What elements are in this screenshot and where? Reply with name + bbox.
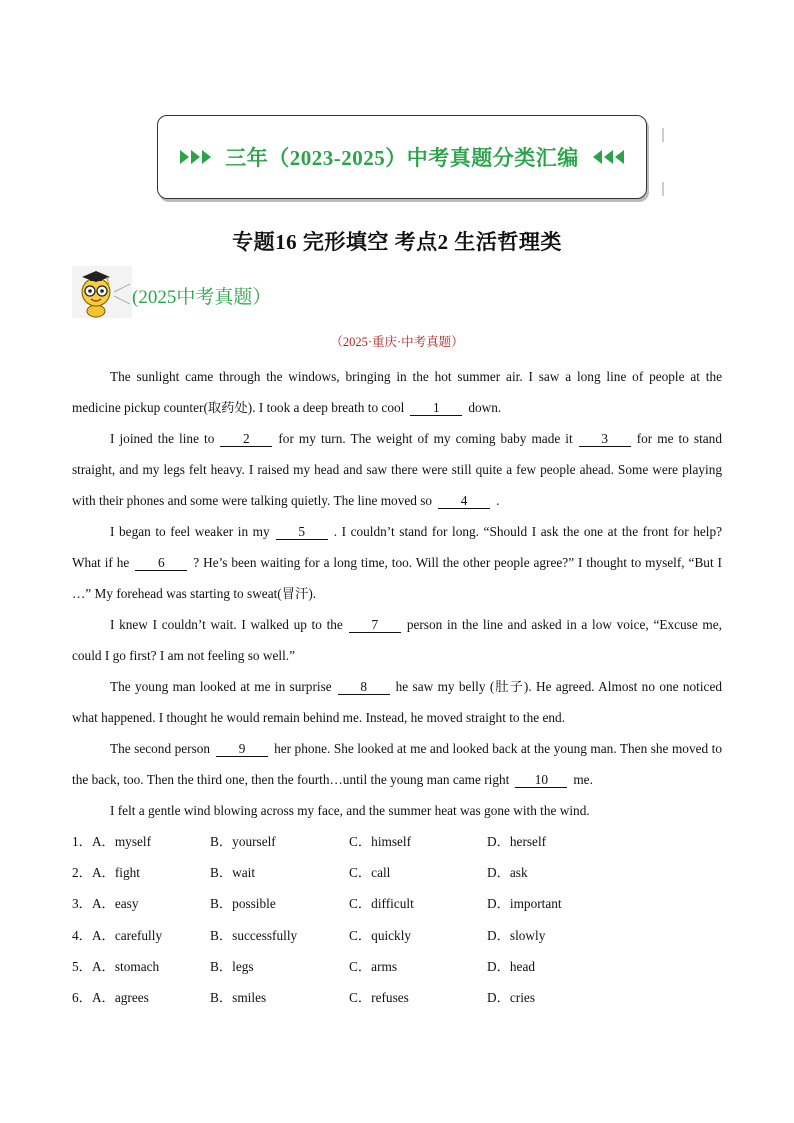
option-b: B．possible xyxy=(210,896,276,912)
option-c: C．difficult xyxy=(349,896,414,912)
option-b: B．legs xyxy=(210,958,254,974)
blank: 2 xyxy=(220,431,272,447)
option-a: 5．A．stomach xyxy=(72,958,160,974)
topic-title: 专题16 完形填空 考点2 生活哲理类 xyxy=(232,230,562,254)
option-a: 6．A．agrees xyxy=(72,989,149,1005)
option-d: D．cries xyxy=(487,989,535,1005)
paragraph: The second person 9 her phone. She looked at me and looked back at the young man. Then she moved to the back, too. Then the third one, then the fourth…until the young man came right 10 me. xyxy=(72,741,722,787)
paragraph: I joined the line to 2 for my turn. The weight of my coming baby made it 3 for me to stand straight, and my legs felt heavy. I raised my head and saw there were still quite a few people ahead. Some were playing with their phones and some were talking quietly. The line moved so 4 . xyxy=(72,431,722,508)
option-d: D．head xyxy=(487,958,535,974)
triple-left-arrow-icon xyxy=(593,150,624,164)
blank: 1 xyxy=(410,400,462,416)
option-c: C．refuses xyxy=(349,989,409,1005)
option-d: D．slowly xyxy=(487,927,546,943)
option-d: D．ask xyxy=(487,865,528,881)
graduate-bee-mascot-icon xyxy=(72,266,132,318)
banner-title: 三年（2023-2025）中考真题分类汇编 xyxy=(225,146,579,170)
title-banner xyxy=(157,115,647,199)
option-c: C．call xyxy=(349,865,391,881)
option-c: C．quickly xyxy=(349,927,412,943)
paragraph: The sunlight came through the windows, bringing in the hot summer air. I saw a long line of people at the medicine pickup counter(取药处). I took a deep breath to cool 1 down. xyxy=(72,369,722,415)
blank: 8 xyxy=(338,679,390,695)
option-a: 3．A．easy xyxy=(72,896,139,912)
paragraph: I knew I couldn’t wait. I walked up to the 7 person in the line and asked in a low voice, “Excuse me, could I go first? I am not feeling so well.” xyxy=(72,617,722,663)
option-b: B．successfully xyxy=(210,927,298,943)
section-tag: (2025中考真题） xyxy=(132,287,272,308)
option-b: B．yourself xyxy=(210,834,276,849)
blank: 5 xyxy=(276,524,328,540)
option-d: D．important xyxy=(487,896,562,912)
banner-decoration xyxy=(662,182,664,196)
option-a: 1．A．myself xyxy=(72,834,152,849)
paragraph: I felt a gentle wind blowing across my face, and the summer heat was gone with the wind. xyxy=(110,803,590,818)
blank: 7 xyxy=(349,617,401,633)
source-label: （2025·重庆·中考真题） xyxy=(330,335,464,349)
paragraph: The young man looked at me in surprise 8 he saw my belly (肚子). He agreed. Almost no one noticed what happened. I thought he would remain behind me. Instead, he moved straight to the end. xyxy=(72,679,722,725)
option-b: B．wait xyxy=(210,865,256,881)
option-d: D．herself xyxy=(487,834,547,849)
option-a: 2．A．fight xyxy=(72,865,140,881)
blank: 9 xyxy=(216,741,268,757)
option-a: 4．A．carefully xyxy=(72,927,163,943)
banner-decoration xyxy=(662,128,664,142)
blank: 4 xyxy=(438,493,490,509)
blank: 10 xyxy=(515,772,567,788)
option-b: B．smiles xyxy=(210,989,267,1005)
cloze-passage xyxy=(72,361,722,826)
triple-right-arrow-icon xyxy=(180,150,211,164)
option-c: C．arms xyxy=(349,958,398,974)
blank: 3 xyxy=(579,431,631,447)
blank: 6 xyxy=(135,555,187,571)
option-c: C．himself xyxy=(349,834,412,849)
paragraph: I began to feel weaker in my 5 . I couldn’t stand for long. “Should I ask the one at the front for help? What if he 6 ? He’s been waiting for a long time, too. Will the other people agree?” I thought to myself, “But I …” My forehead was starting to sweat(冒汗). xyxy=(72,524,722,601)
